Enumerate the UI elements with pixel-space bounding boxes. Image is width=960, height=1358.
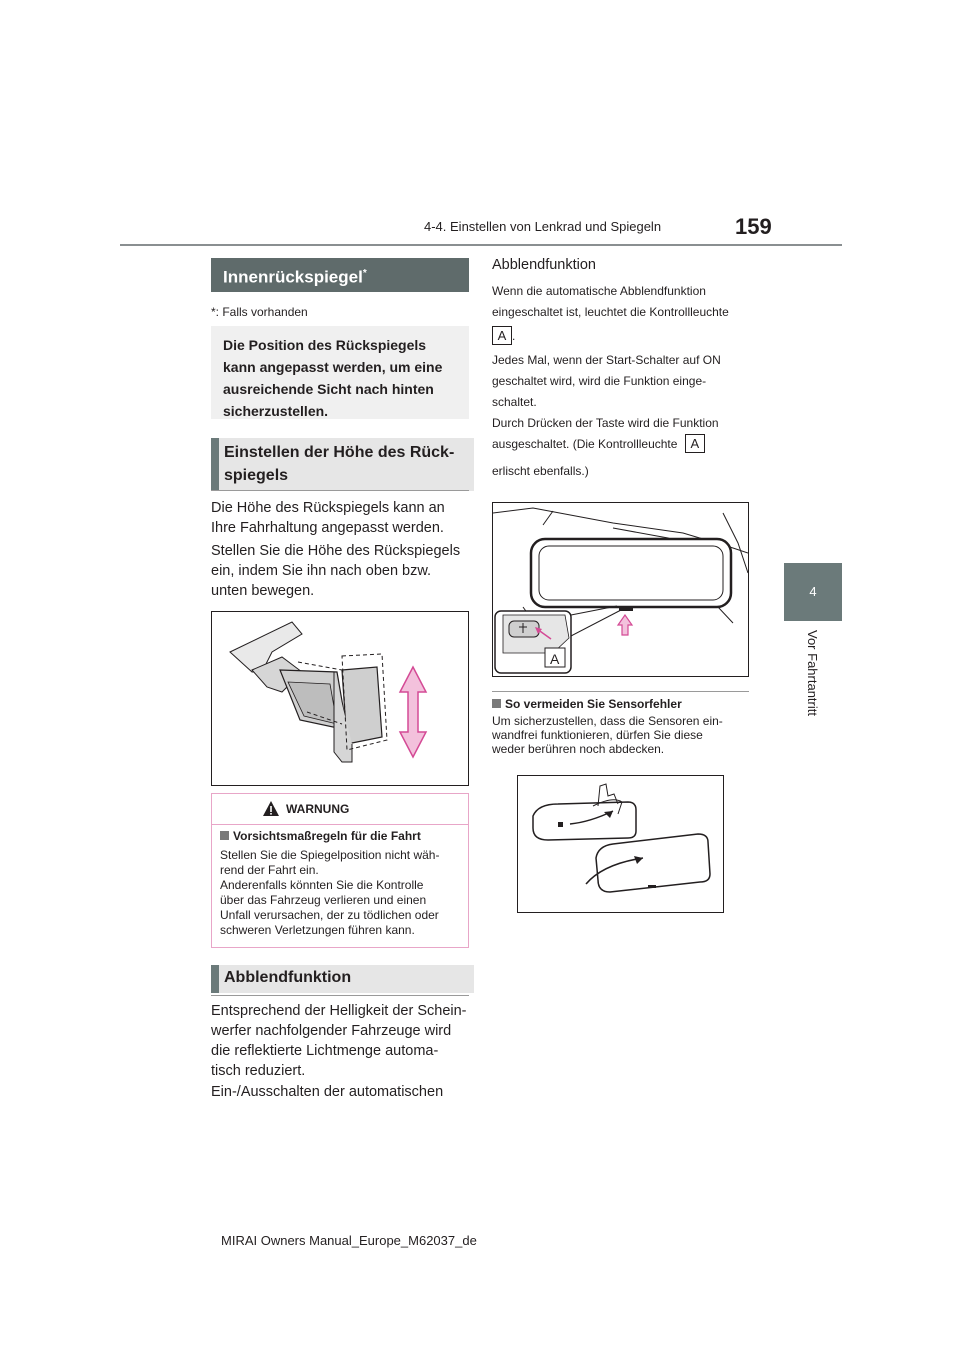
text-line: eingeschaltet ist, leuchtet die Kontrollleuchte [492, 305, 729, 319]
warning-subheading [212, 829, 468, 844]
square-bullet-icon [220, 831, 229, 840]
warning-line: Unfall verursachen, der zu tödlichen oder [220, 908, 439, 922]
mirror-height-figure [211, 611, 469, 786]
warning-header [212, 794, 468, 825]
warning-subheading-text: Vorsichtsmaßregeln für die Fahrt [233, 829, 421, 843]
mirror-height-illustration [212, 612, 468, 785]
height-paragraph-1 [211, 498, 471, 538]
text-line: ein, indem Sie ihn nach oben bzw. [211, 563, 432, 579]
heading-rule [211, 490, 469, 491]
dimming-paragraph-2: Ein-/Ausschalten der automatischen [211, 1084, 444, 1100]
warning-line: rend der Fahrt ein. [220, 863, 319, 877]
sensor-figure [517, 775, 724, 913]
height-paragraph-2 [211, 541, 471, 601]
text-line: Um sicherzustellen, dass die Sensoren ein- [492, 714, 723, 728]
text-line: Entsprechend der Helligkeit der Schein- [211, 1003, 467, 1019]
intro-box [211, 326, 469, 419]
mirror-button-illustration [493, 503, 748, 676]
text-line: erlischt ebenfalls.) [492, 464, 589, 478]
text-line: tisch reduziert. [211, 1063, 306, 1079]
text-line: schaltet. [492, 395, 537, 409]
warning-title: WARNUNG [286, 802, 350, 816]
chapter-tab[interactable]: 4 [784, 563, 842, 621]
text-line: weder berühren noch abdecken. [492, 742, 665, 756]
text-line: Ihre Fahrhaltung angepasst werden. [211, 520, 444, 536]
warning-line: Stellen Sie die Spiegelposition nicht wäh- [220, 848, 440, 862]
sensor-heading-text: So vermeiden Sie Sensorfehler [505, 697, 682, 711]
figure-label-a: A [550, 651, 560, 667]
dimming-heading: Abblendfunktion [211, 965, 474, 993]
intro-line: kann angepasst werden, um eine [223, 359, 443, 375]
footer-text: MIRAI Owners Manual_Europe_M62037_de [221, 1233, 477, 1248]
intro-line: ausreichende Sicht nach hinten [223, 381, 434, 397]
text-line [492, 434, 752, 458]
sensor-text [492, 714, 754, 756]
square-bullet-icon [492, 699, 501, 708]
text-line: die reflektierte Lichtmenge automa- [211, 1043, 439, 1059]
page-number: 159 [735, 214, 772, 239]
section-title: 4-4. Einstellen von Lenkrad und Spiegeln [424, 219, 662, 234]
dimming-button-figure [492, 502, 749, 677]
indicator-label-a: A [492, 326, 512, 345]
height-heading-line: Einstellen der Höhe des Rück- [224, 444, 455, 461]
text-line: geschaltet wird, wird die Funktion einge- [492, 374, 707, 388]
text-line: Jedes Mal, wenn der Start-Schalter auf ON [492, 353, 721, 367]
warning-body [212, 848, 468, 938]
footnote-mark: * [362, 268, 367, 279]
header-rule [120, 244, 842, 246]
intro-line: Die Position des Rückspiegels [223, 337, 427, 353]
height-heading-line: spiegels [224, 467, 289, 484]
warning-box [211, 793, 469, 948]
mirror-heading [211, 258, 469, 292]
text-line: Die Höhe des Rückspiegels kann an [211, 500, 445, 516]
text-line: wandfrei funktionieren, dürfen Sie diese [492, 728, 703, 742]
right-paragraph [492, 281, 752, 482]
text-line-start: ausgeschaltet. (Die Kontrollleuchte [492, 437, 678, 451]
dimming-paragraph-1 [211, 1001, 473, 1081]
right-paragraph-title: Abblendfunktion [492, 257, 596, 273]
chapter-label: Vor Fahrtantritt [805, 630, 820, 716]
warning-icon [262, 800, 280, 817]
mirror-heading-text: Innenrückspiegel [223, 267, 363, 287]
warning-line: schweren Verletzungen führen kann. [220, 923, 415, 937]
text-line: Wenn die automatische Abblendfunktion [492, 284, 706, 298]
text-line: werfer nachfolgender Fahrzeuge wird [211, 1023, 452, 1039]
warning-line: Anderenfalls könnten Sie die Kontrolle [220, 878, 424, 892]
intro-line: sicherzustellen. [223, 403, 329, 419]
sensor-heading [492, 697, 682, 711]
footnote: *: Falls vorhanden [211, 305, 308, 319]
height-heading [211, 438, 474, 491]
text-line [492, 326, 752, 350]
sensor-illustration [518, 776, 723, 912]
sensor-rule [492, 691, 749, 692]
indicator-label-a: A [685, 434, 705, 453]
text-line: Durch Drücken der Taste wird die Funktion [492, 416, 719, 430]
warning-line: über das Fahrzeug verlieren und einen [220, 893, 427, 907]
heading-rule [211, 995, 469, 996]
text-line: Stellen Sie die Höhe des Rückspiegels [211, 543, 461, 559]
text-line: unten bewegen. [211, 583, 315, 599]
text-line-end: . [512, 329, 516, 343]
